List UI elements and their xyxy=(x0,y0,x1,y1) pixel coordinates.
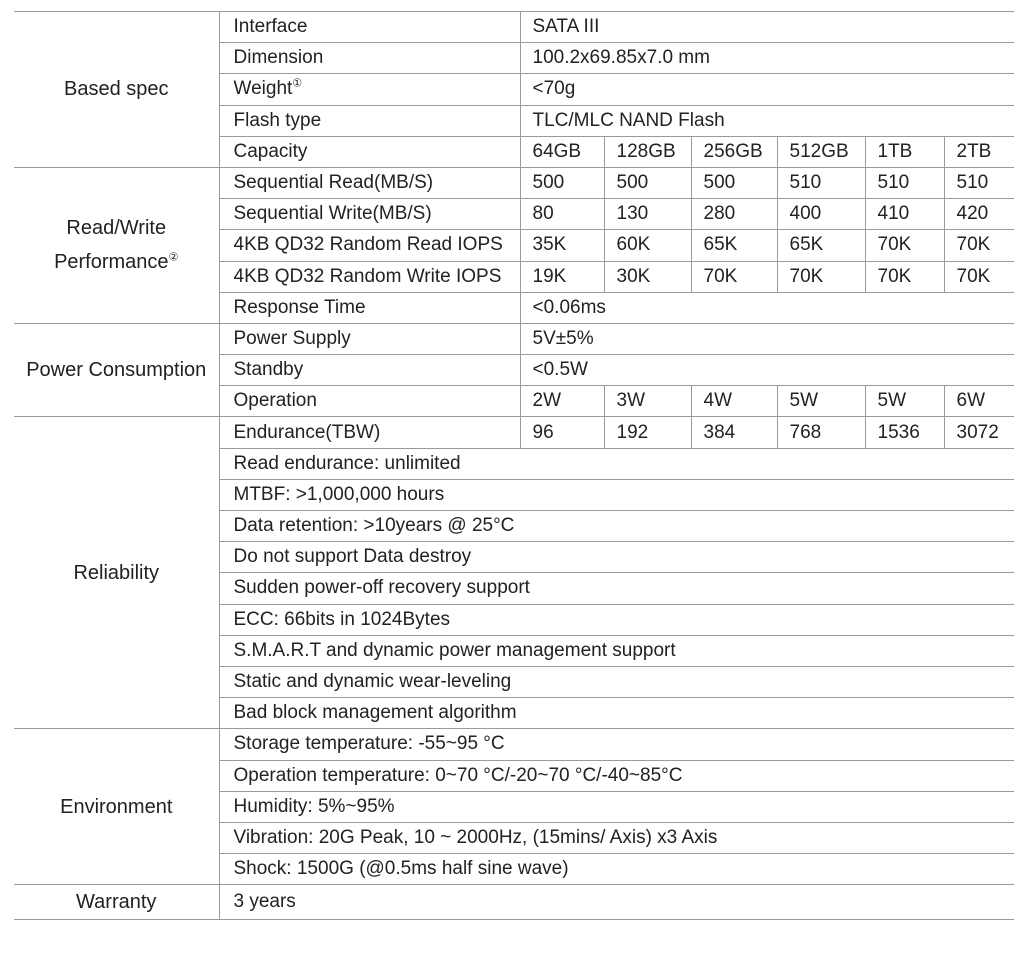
endurance-cell: 1536 xyxy=(865,417,944,448)
operation-cell: 6W xyxy=(944,386,1014,417)
row-value-interface: SATA III xyxy=(520,12,1014,43)
section-power: Power Consumption xyxy=(14,323,219,417)
row-label-capacity: Capacity xyxy=(219,136,520,167)
endurance-cell: 96 xyxy=(520,417,604,448)
environment-item: Operation temperature: 0~70 °C/-20~70 °C/-40~85°C xyxy=(219,760,1014,791)
capacity-cell: 64GB xyxy=(520,136,604,167)
seq-read-cell: 500 xyxy=(520,167,604,198)
row-label-endurance: Endurance(TBW) xyxy=(219,417,520,448)
reliability-item: Sudden power-off recovery support xyxy=(219,573,1014,604)
row-label-rand-write: 4KB QD32 Random Write IOPS xyxy=(219,261,520,292)
reliability-item: MTBF: >1,000,000 hours xyxy=(219,479,1014,510)
capacity-cell: 512GB xyxy=(777,136,865,167)
seq-read-cell: 510 xyxy=(944,167,1014,198)
table-row xyxy=(14,417,1014,448)
capacity-cell: 1TB xyxy=(865,136,944,167)
table-row xyxy=(14,323,1014,354)
row-label-operation: Operation xyxy=(219,386,520,417)
seq-read-cell: 510 xyxy=(777,167,865,198)
row-value-power-supply: 5V±5% xyxy=(520,323,1014,354)
weight-label: Weight xyxy=(233,78,293,100)
table-row xyxy=(14,885,1014,920)
performance-line1: Read/Write xyxy=(66,217,167,240)
row-label-interface: Interface xyxy=(219,12,520,43)
section-environment: Environment xyxy=(14,729,219,885)
section-warranty: Warranty xyxy=(14,885,219,920)
row-label-response: Response Time xyxy=(219,292,520,323)
endurance-cell: 192 xyxy=(604,417,691,448)
seq-read-cell: 510 xyxy=(865,167,944,198)
rand-read-cell: 60K xyxy=(604,230,691,261)
rand-read-cell: 70K xyxy=(944,230,1014,261)
reliability-item: ECC: 66bits in 1024Bytes xyxy=(219,604,1014,635)
capacity-cell: 256GB xyxy=(691,136,777,167)
rand-read-cell: 65K xyxy=(777,230,865,261)
spec-table xyxy=(14,11,1014,920)
row-value-dimension: 100.2x69.85x7.0 mm xyxy=(520,43,1014,74)
operation-cell: 5W xyxy=(777,386,865,417)
endurance-cell: 384 xyxy=(691,417,777,448)
row-value-flash-type: TLC/MLC NAND Flash xyxy=(520,105,1014,136)
capacity-cell: 128GB xyxy=(604,136,691,167)
rand-read-cell: 35K xyxy=(520,230,604,261)
row-label-flash-type: Flash type xyxy=(219,105,520,136)
seq-write-cell: 410 xyxy=(865,199,944,230)
operation-cell: 5W xyxy=(865,386,944,417)
endurance-cell: 3072 xyxy=(944,417,1014,448)
row-label-seq-read: Sequential Read(MB/S) xyxy=(219,167,520,198)
seq-write-cell: 420 xyxy=(944,199,1014,230)
environment-item: Humidity: 5%~95% xyxy=(219,791,1014,822)
environment-item: Vibration: 20G Peak, 10 ~ 2000Hz, (15mins/ Axis) x3 Axis xyxy=(219,822,1014,853)
row-value-response: <0.06ms xyxy=(520,292,1014,323)
seq-write-cell: 400 xyxy=(777,199,865,230)
warranty-value: 3 years xyxy=(219,885,1014,920)
rand-write-cell: 70K xyxy=(865,261,944,292)
performance-line2: Performance xyxy=(54,251,169,274)
rand-write-cell: 19K xyxy=(520,261,604,292)
footnote-marker: ② xyxy=(168,251,179,264)
rand-read-cell: 70K xyxy=(865,230,944,261)
table-row xyxy=(14,729,1014,760)
rand-read-cell: 65K xyxy=(691,230,777,261)
reliability-item: Bad block management algorithm xyxy=(219,698,1014,729)
row-value-standby: <0.5W xyxy=(520,355,1014,386)
row-label-rand-read: 4KB QD32 Random Read IOPS xyxy=(219,230,520,261)
table-row xyxy=(14,167,1014,198)
row-label-weight xyxy=(219,74,520,105)
environment-item: Storage temperature: -55~95 °C xyxy=(219,729,1014,760)
reliability-item: Data retention: >10years @ 25°C xyxy=(219,511,1014,542)
row-label-dimension: Dimension xyxy=(219,43,520,74)
seq-write-cell: 280 xyxy=(691,199,777,230)
seq-write-cell: 80 xyxy=(520,199,604,230)
row-value-weight: <70g xyxy=(520,74,1014,105)
environment-item: Shock: 1500G (@0.5ms half sine wave) xyxy=(219,854,1014,885)
seq-write-cell: 130 xyxy=(604,199,691,230)
row-label-standby: Standby xyxy=(219,355,520,386)
rand-write-cell: 70K xyxy=(691,261,777,292)
row-label-seq-write: Sequential Write(MB/S) xyxy=(219,199,520,230)
endurance-cell: 768 xyxy=(777,417,865,448)
operation-cell: 4W xyxy=(691,386,777,417)
seq-read-cell: 500 xyxy=(691,167,777,198)
capacity-cell: 2TB xyxy=(944,136,1014,167)
operation-cell: 2W xyxy=(520,386,604,417)
footnote-marker: ① xyxy=(292,78,303,91)
seq-read-cell: 500 xyxy=(604,167,691,198)
rand-write-cell: 70K xyxy=(944,261,1014,292)
section-based-spec: Based spec xyxy=(14,12,219,168)
reliability-item: Do not support Data destroy xyxy=(219,542,1014,573)
table-row xyxy=(14,12,1014,43)
reliability-item: S.M.A.R.T and dynamic power management support xyxy=(219,635,1014,666)
rand-write-cell: 70K xyxy=(777,261,865,292)
section-reliability: Reliability xyxy=(14,417,219,729)
reliability-item: Read endurance: unlimited xyxy=(219,448,1014,479)
row-label-power-supply: Power Supply xyxy=(219,323,520,354)
rand-write-cell: 30K xyxy=(604,261,691,292)
reliability-item: Static and dynamic wear-leveling xyxy=(219,666,1014,697)
section-performance xyxy=(14,167,219,323)
operation-cell: 3W xyxy=(604,386,691,417)
